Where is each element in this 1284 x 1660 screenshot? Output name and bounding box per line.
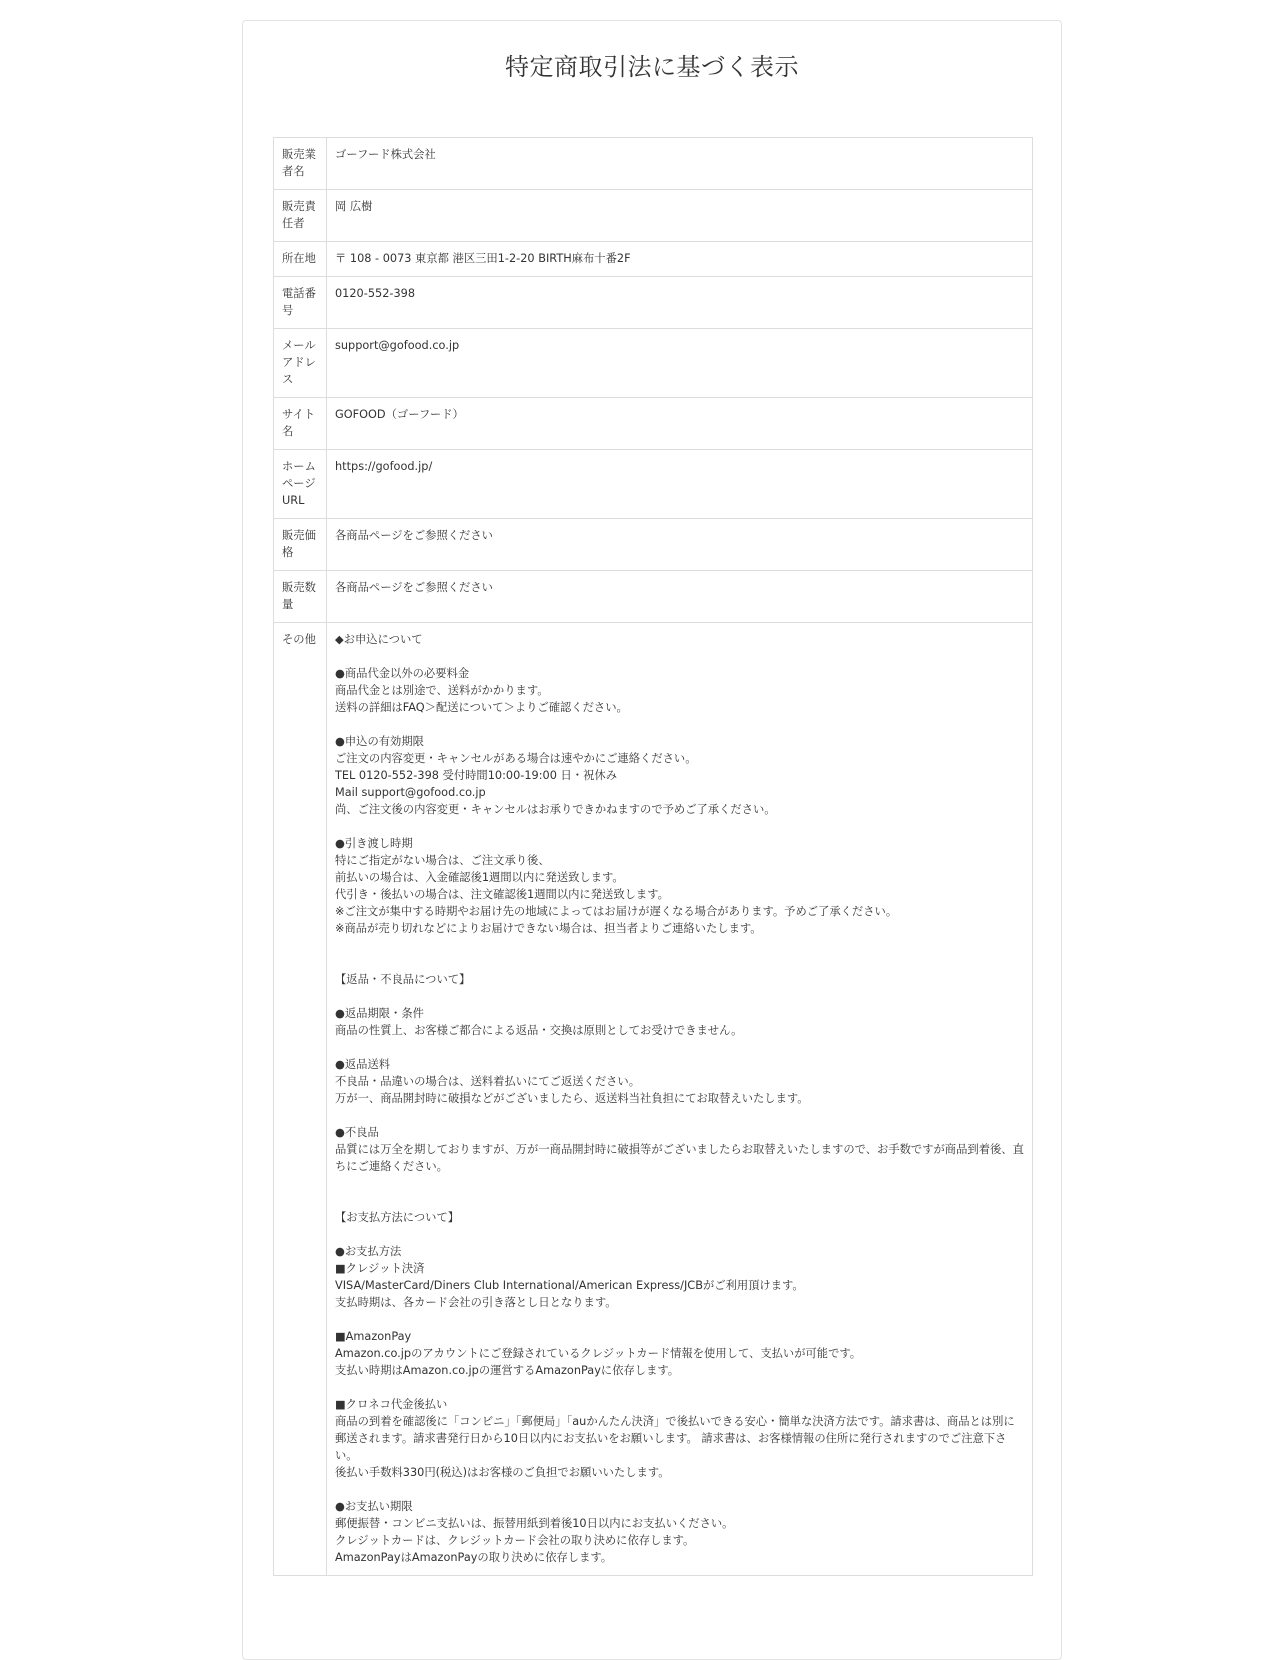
table-row-phone bbox=[274, 277, 1033, 329]
row-label: 所在地 bbox=[274, 242, 327, 277]
row-value bbox=[327, 450, 1033, 519]
table-row-manager bbox=[274, 190, 1033, 242]
row-value: 0120-552-398 bbox=[327, 277, 1033, 329]
page-title: 特定商取引法に基づく表示 bbox=[505, 53, 799, 81]
table-row-site-name bbox=[274, 398, 1033, 450]
table-row-email bbox=[274, 329, 1033, 398]
legal-info-table bbox=[273, 137, 1033, 1576]
row-label: その他 bbox=[274, 623, 327, 1576]
table-row-homepage bbox=[274, 450, 1033, 519]
row-value: GOFOOD（ゴーフード） bbox=[327, 398, 1033, 450]
other-details-text: ◆お申込について ●商品代金以外の必要料金 商品代金とは別途で、送料がかかります。 送料の詳細はFAQ＞配送について＞よりご確認ください。 ●申込の有効期限 ご注文の内容変更・キャンセルがある場合は速やかにご連絡ください。 TEL 0120-552-398 受付時間10:00-19:00 日・祝休み Mail support@gofood.co.jp 尚、ご注文後の内容変更・キャンセルはお承りできかねますので予めご了承ください。 ●引き渡し時期 特にご指定がない場合は、ご注文承り後、 前払いの場合は、入金確認後1週間以内に発送致します。 代引き・後払いの場合は、注文確認後1週間以内に発送致します。 ※ご注文が集中する時期やお届け先の地域によってはお届けが遅くなる場合があります。予めご了承ください。 ※商品が売り切れなどによりお届けできない場合は、担当者よりご連絡いたします。 【返品・不良品について】 ●返品期限・条件 商品の性質上、お客様ご都合による返品・交換は原則としてお受けできません。 ●返品送料 不良品・品違いの場合は、送料着払いにてご返送ください。 万が一、商品開封時に破損などがございましたら、返送料当社負担にてお取替えいたします。 ●不良品 品質には万全を期しておりますが、万が一商品開封時に破損等がございましたらお取替えいたしますので、お手数ですが商品到着後、直ちにご連絡ください。 【お支払方法について】 ●お支払方法 ■クレジット決済 VISA/MasterCard/Diners Club International/American Express/JCBがご利用頂けます。 支払時期は、各カード会社の引き落とし日となります。 ■AmazonPay Amazon.co.jpのアカウントにご登録されているクレジットカード情報を使用して、支払いが可能です。 支払い時期はAmazon.co.jpの運営するAmazonPayに依存します。 ■クロネコ代金後払い 商品の到着を確認後に「コンビニ」「郵便局」「auかんたん決済」で後払いできる安心・簡単な決済方法です。請求書は、商品とは別に郵送されます。請求書発行日から10日以内にお支払いをお願いします。 請求書は、お客様情報の住所に発行されますのでご注意下さい。 後払い手数料330円(税込)はお客様のご負担でお願いいたします。 ●お支払い期限 郵便振替・コンビニ支払いは、振替用紙到着後10日以内にお支払いください。 クレジットカードは、クレジットカード会社の取り決めに依存します。 AmazonPayはAmazonPayの取り決めに依存します。 bbox=[327, 623, 1033, 1576]
row-label: サイト名 bbox=[274, 398, 327, 450]
table-row-other bbox=[274, 623, 1033, 1576]
table-row-price bbox=[274, 519, 1033, 571]
row-label: 販売数量 bbox=[274, 571, 327, 623]
row-label: 販売業者名 bbox=[274, 138, 327, 190]
row-value: 各商品ページをご参照ください bbox=[327, 571, 1033, 623]
row-value: support@gofood.co.jp bbox=[327, 329, 1033, 398]
table-row-seller bbox=[274, 138, 1033, 190]
row-label: メールアドレス bbox=[274, 329, 327, 398]
table-row-address bbox=[274, 242, 1033, 277]
row-label: 電話番号 bbox=[274, 277, 327, 329]
row-label: ホームページURL bbox=[274, 450, 327, 519]
row-value: 岡 広樹 bbox=[327, 190, 1033, 242]
row-value: 各商品ページをご参照ください bbox=[327, 519, 1033, 571]
legal-notice-panel bbox=[242, 20, 1062, 1660]
row-label: 販売責任者 bbox=[274, 190, 327, 242]
homepage-link[interactable]: https://gofood.jp/ bbox=[335, 460, 433, 473]
table-row-quantity bbox=[274, 571, 1033, 623]
row-label: 販売価格 bbox=[274, 519, 327, 571]
row-value: 〒 108 - 0073 東京都 港区三田1-2-20 BIRTH麻布十番2F bbox=[327, 242, 1033, 277]
row-value: ゴーフード株式会社 bbox=[327, 138, 1033, 190]
